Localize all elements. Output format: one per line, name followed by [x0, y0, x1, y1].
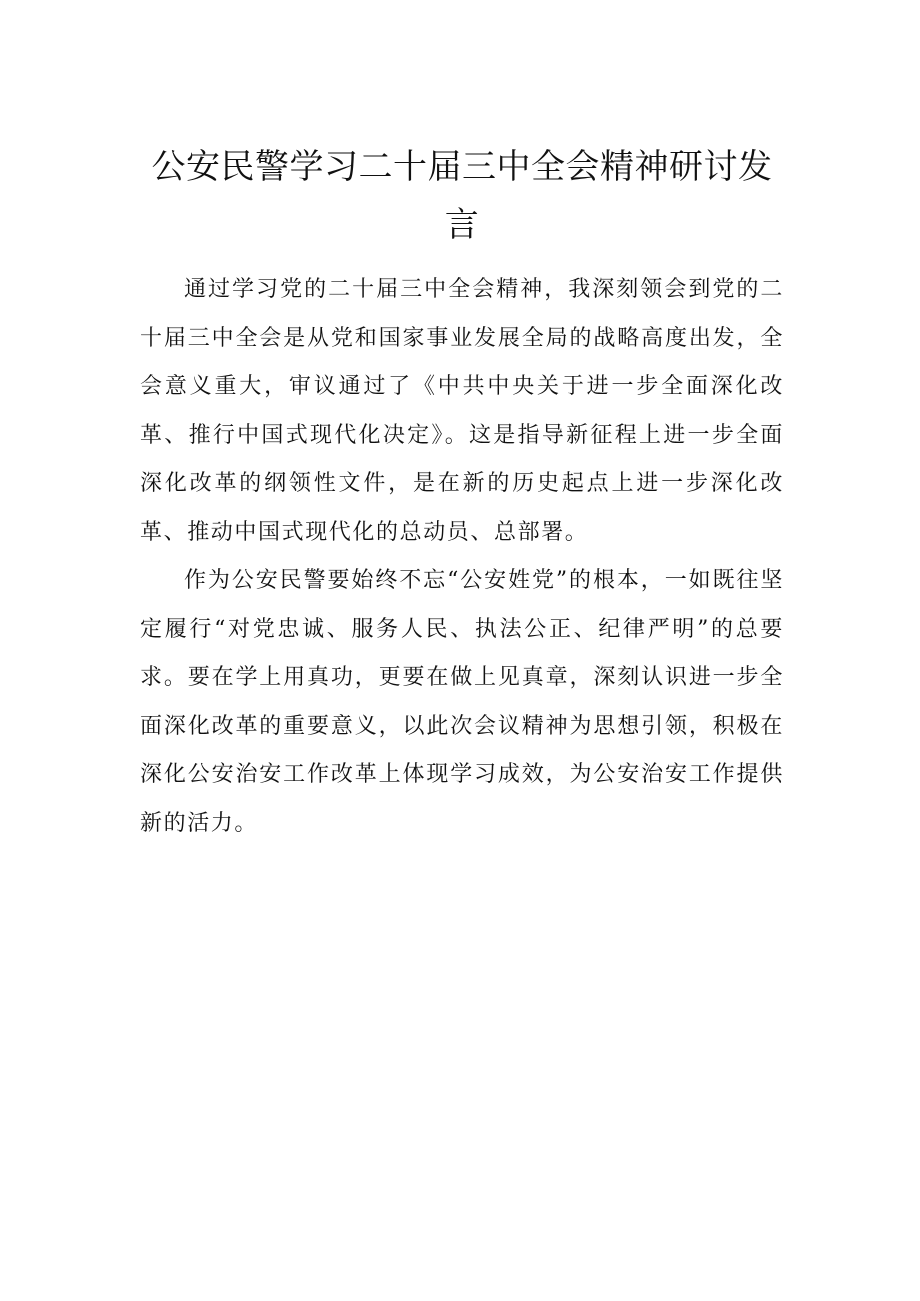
document-body: [140, 266, 784, 848]
paragraph-1: 通过学习党的二十届三中全会精神，我深刻领会到党的二十届三中全会是从党和国家事业发展全局的战略高度出发，全会意义重大，审议通过了《中共中央关于进一步全面深化改革、推行中国式现代化决定》。这是指导新征程上进一步全面深化改革的纲领性文件，是在新的历史起点上进一步深化改革、推动中国式现代化的总动员、总部署。: [140, 277, 784, 545]
page-title: 公安民警学习二十届三中全会精神研讨发言: [151, 147, 773, 245]
paragraph-2: 作为公安民警要始终不忘“公安姓党”的根本，一如既往坚定履行“对党忠诚、服务人民、执法公正、纪律严明”的总要求。要在学上用真功，更要在做上见真章，深刻认识进一步全面深化改革的重要意义，以此次会议精神为思想引领，积极在深化公安治安工作改革上体现学习成效，为公安治安工作提供新的活力。: [140, 568, 784, 836]
